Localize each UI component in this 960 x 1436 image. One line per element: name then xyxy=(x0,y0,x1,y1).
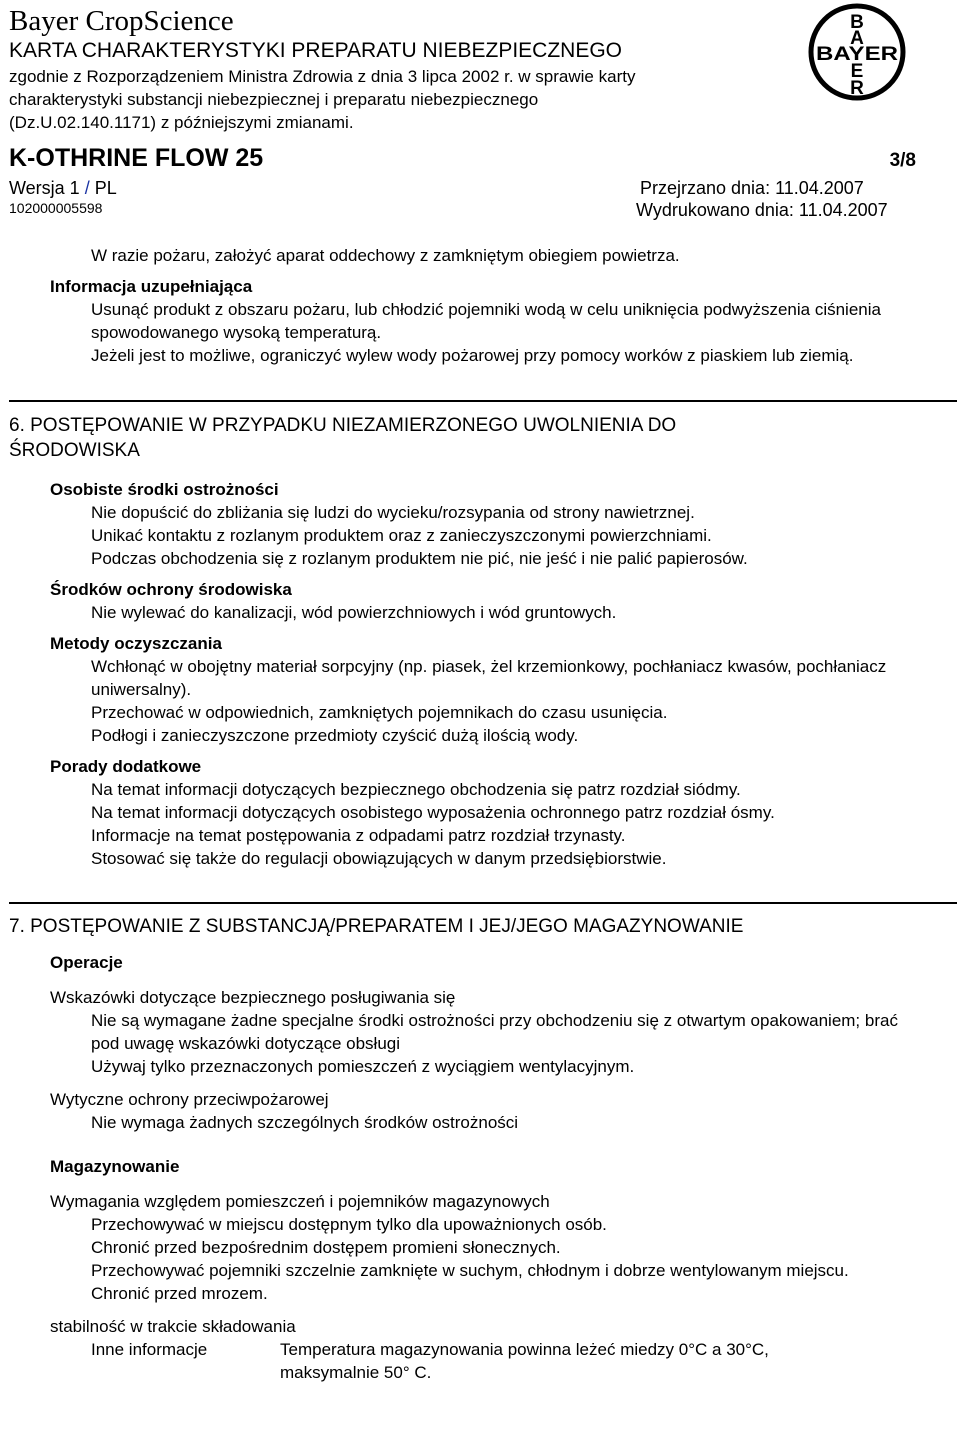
paragraph: Przechowywać pojemniki szczelnie zamknięte w suchym, chłodnym i dobrze wentylowanym miejscu. xyxy=(91,1261,849,1280)
version-language: PL xyxy=(94,178,117,198)
paragraph: W razie pożaru, założyć aparat oddechowy z zamkniętym obiegiem powietrza. xyxy=(91,246,680,265)
info-value: Temperatura magazynowania powinna leżeć miedzy 0°C a 30°C, maksymalnie 50° C. xyxy=(280,1340,769,1382)
subsection-label: stabilność w trakcie składowania xyxy=(50,1317,296,1336)
logo-letter: R xyxy=(850,78,864,99)
subsection-heading: Metody oczyszczania xyxy=(50,634,222,653)
paragraph: Nie wymaga żadnych szczególnych środków ostrożności xyxy=(91,1113,519,1132)
section-divider xyxy=(9,400,957,402)
section-divider xyxy=(9,902,957,904)
paragraph: Jeżeli jest to możliwe, ograniczyć wylew wody pożarowej przy pomocy worków z piaskiem lub ziemią. xyxy=(91,346,854,365)
paragraph: Podłogi i zanieczyszczone przedmioty czyścić dużą ilością wody. xyxy=(91,726,579,745)
paragraph: Stosować się także do regulacji obowiązujących w danym przedsiębiorstwie. xyxy=(91,849,667,868)
section-title: ŚRODOWISKA xyxy=(9,440,140,461)
paragraph: Wchłonąć w obojętny materiał sorpcyjny (np. piasek, żel krzemionkowy, pochłaniacz kwasów, pochłaniacz uniwersalny). xyxy=(91,657,887,699)
paragraph: Nie wylewać do kanalizacji, wód powierzchniowych i wód gruntowych. xyxy=(91,603,617,622)
regulation-line: charakterystyki substancji niebezpiecznej i preparatu niebezpiecznego xyxy=(9,90,539,109)
bayer-cross-logo xyxy=(807,2,907,102)
print-date: Wydrukowano dnia: 11.04.2007 xyxy=(636,200,888,220)
document-header xyxy=(9,0,809,133)
subsection-label: Wytyczne ochrony przeciwpożarowej xyxy=(50,1090,329,1109)
company-name: Bayer CropScience xyxy=(9,5,234,37)
version-info xyxy=(9,178,117,199)
paragraph: Na temat informacji dotyczących bezpiecznego obchodzenia się patrz rozdział siódmy. xyxy=(91,780,741,799)
paragraph: Informacje na temat postępowania z odpadami patrz rozdział trzynasty. xyxy=(91,826,626,845)
logo-letter: B xyxy=(850,12,864,33)
logo-letter: E xyxy=(850,61,864,82)
product-name: K-OTHRINE FLOW 25 xyxy=(9,144,264,172)
paragraph: Chronić przed bezpośrednim dostępem promieni słonecznych. xyxy=(91,1238,561,1257)
paragraph: Unikać kontaktu z rozlanym produktem oraz z zanieczyszczonymi powierzchniami. xyxy=(91,526,712,545)
revision-date: Przejrzano dnia: 11.04.2007 xyxy=(640,178,864,198)
subsection-heading: Osobiste środki ostrożności xyxy=(50,480,279,499)
paragraph: Podczas obchodzenia się z rozlanym produktem nie pić, nie jeść i nie palić papierosów. xyxy=(91,549,748,568)
subsection-heading: Operacje xyxy=(50,953,123,972)
document-body xyxy=(0,244,960,1384)
document-number: 102000005598 xyxy=(9,200,103,216)
version-number: Wersja 1 xyxy=(9,178,80,198)
paragraph: Chronić przed mrozem. xyxy=(91,1284,268,1303)
subsection-heading: Środków ochrony środowiska xyxy=(50,580,292,599)
subsection-heading: Porady dodatkowe xyxy=(50,757,202,776)
paragraph: Na temat informacji dotyczących osobistego wyposażenia ochronnego patrz rozdział ósmy. xyxy=(91,803,775,822)
paragraph: Używaj tylko przeznaczonych pomieszczeń z wyciągiem wentylacyjnym. xyxy=(91,1057,635,1076)
paragraph: Usunąć produkt z obszaru pożaru, lub chłodzić pojemniki wodą w celu uniknięcia podwyższenia ciśnienia spowodowanego wysoką temperaturą. xyxy=(91,300,881,342)
page-number: 3/8 xyxy=(889,150,916,171)
subsection-label: Wskazówki dotyczące bezpiecznego posługiwania się xyxy=(50,988,456,1007)
paragraph: Przechowywać w miejscu dostępnym tylko dla upoważnionych osób. xyxy=(91,1215,607,1234)
subsection-heading: Informacja uzupełniająca xyxy=(50,277,253,296)
section-title: 7. POSTĘPOWANIE Z SUBSTANCJĄ/PREPARATEM I JEJ/JEGO MAGAZYNOWANIE xyxy=(9,916,744,937)
paragraph: Przechować w odpowiednich, zamkniętych pojemnikach do czasu usunięcia. xyxy=(91,703,668,722)
regulation-line: (Dz.U.02.140.1171) z późniejszymi zmianami. xyxy=(9,113,354,132)
subsection-label: Wymagania względem pomieszczeń i pojemników magazynowych xyxy=(50,1192,550,1211)
info-row xyxy=(0,1338,960,1384)
document-title: KARTA CHARAKTERYSTYKI PREPARATU NIEBEZPIECZNEGO xyxy=(9,39,623,62)
logo-letter: A xyxy=(850,28,864,49)
logo-letter: BAYER xyxy=(816,44,899,65)
paragraph: Nie są wymagane żadne specjalne środki ostrożności przy obchodzeniu się z otwartym opakowaniem; brać pod uwagę wskazówki dotyczące obsługi xyxy=(91,1011,898,1053)
regulation-line: zgodnie z Rozporządzeniem Ministra Zdrowia z dnia 3 lipca 2002 r. w sprawie karty xyxy=(9,67,636,86)
info-label: Inne informacje xyxy=(91,1340,208,1359)
section-title: 6. POSTĘPOWANIE W PRZYPADKU NIEZAMIERZONEGO UWOLNIENIA DO xyxy=(9,415,677,436)
version-separator: / xyxy=(84,178,90,198)
paragraph: Nie dopuścić do zbliżania się ludzi do wycieku/rozsypania od strony nawietrznej. xyxy=(91,503,695,522)
subsection-heading: Magazynowanie xyxy=(50,1157,180,1176)
